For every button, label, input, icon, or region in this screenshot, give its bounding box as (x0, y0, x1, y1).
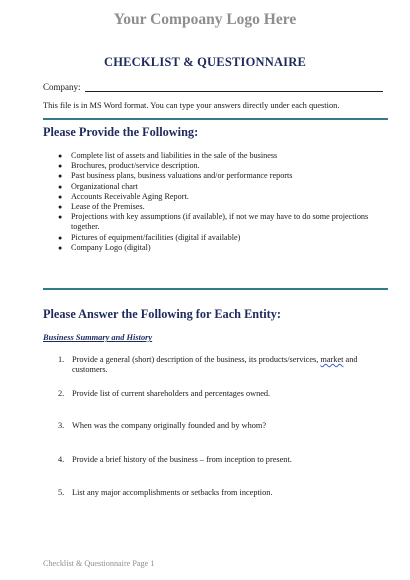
company-field-row (43, 82, 383, 92)
format-note: This file is in MS Word format. You can type your answers directly under each question. (43, 101, 340, 110)
bullet-icon: ● (58, 172, 63, 181)
bullet-icon: ● (58, 203, 63, 212)
section-divider-middle (43, 288, 388, 290)
list-item: ● Pictures of equipment/facilities (digital if available) (58, 232, 241, 242)
question-text: Provide list of current shareholders and percentages owned. (72, 389, 271, 398)
question-item (58, 488, 388, 498)
list-item: ● Company Logo (digital) (58, 242, 151, 252)
question-number: 3. (58, 421, 65, 430)
bullet-icon: ● (58, 182, 63, 191)
question-item (58, 421, 388, 431)
question-number: 4. (58, 455, 65, 464)
provide-section-heading: Please Provide the Following: (43, 125, 199, 139)
question-number: 2. (58, 389, 65, 398)
company-logo-placeholder: Your Compoany Logo Here (113, 11, 297, 28)
bullet-icon: ● (58, 213, 63, 222)
list-item: ● Projections with key assumptions (if available), if not we may have to do some projections together. (58, 212, 369, 232)
question-text: Provide a general (short) description of the business, its products/services, market and customers. (72, 355, 358, 375)
section-divider-top (43, 118, 388, 120)
bullet-icon: ● (58, 233, 63, 242)
document-title: CHECKLIST & QUESTIONNAIRE (103, 55, 307, 69)
company-label: Company: (43, 82, 81, 92)
question-item (58, 355, 388, 375)
question-item (58, 455, 388, 465)
bullet-icon: ● (58, 152, 63, 160)
bullet-icon: ● (58, 243, 63, 252)
bullet-icon: ● (58, 162, 63, 171)
list-item: ● Lease of the Premises. (58, 202, 145, 212)
question-text: When was the company originally founded and by whom? (72, 421, 267, 430)
list-item: ● Past business plans, business valuations and/or performance reports (58, 171, 293, 181)
page-footer: Checklist & Questionnaire Page 1 (43, 559, 155, 568)
spellcheck-word: market (320, 355, 344, 364)
provide-checklist (58, 151, 388, 253)
question-text: Provide a brief history of the business – from inception to present. (72, 455, 292, 464)
company-input-line[interactable] (85, 83, 384, 92)
business-summary-subheading: Business Summary and History (43, 333, 153, 342)
question-text: List any major accomplishments or setbacks from inception. (72, 488, 273, 497)
list-item: ● Accounts Receivable Aging Report. (58, 191, 189, 201)
question-number: 1. (58, 355, 65, 364)
bullet-icon: ● (58, 192, 63, 201)
list-item: ● Complete list of assets and liabilities in the sale of the business (58, 151, 278, 160)
answer-section-heading: Please Answer the Following for Each Entity: (43, 307, 281, 321)
question-number: 5. (58, 488, 65, 497)
list-item: ● Organizational chart (58, 181, 138, 191)
question-item (58, 389, 388, 399)
list-item: ● Brochures, product/service description. (58, 161, 200, 171)
